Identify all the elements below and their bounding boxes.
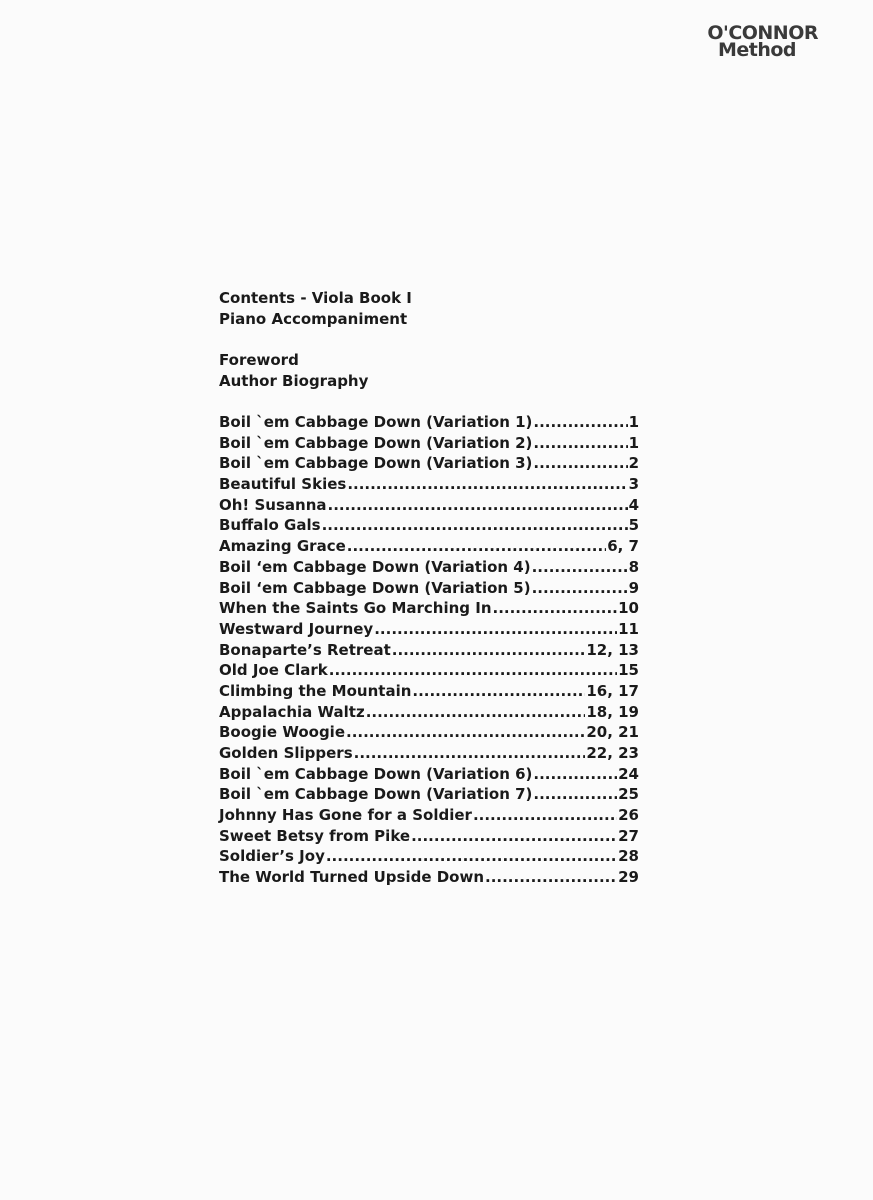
dot-leader bbox=[485, 867, 617, 888]
contents-entry bbox=[219, 805, 639, 826]
entry-page-number: 8 bbox=[628, 557, 639, 576]
entry-page-number: 9 bbox=[628, 578, 639, 597]
front-matter-item-foreword: Foreword bbox=[219, 351, 299, 369]
contents-entry bbox=[219, 846, 639, 867]
contents-entry bbox=[219, 578, 639, 599]
entry-title: Climbing the Mountain bbox=[219, 681, 412, 700]
entry-title: Boil `em Cabbage Down (Variation 1) bbox=[219, 413, 533, 431]
contents-entry bbox=[219, 433, 639, 454]
dot-leader bbox=[328, 495, 628, 516]
contents-heading bbox=[219, 288, 639, 330]
entry-page-number: 10 bbox=[618, 599, 639, 618]
dot-leader bbox=[347, 536, 606, 557]
entry-title: Amazing Grace bbox=[219, 537, 346, 556]
contents-entry bbox=[219, 598, 639, 619]
entry-page-number: 25 bbox=[618, 785, 639, 804]
entry-page-number: 11 bbox=[618, 619, 639, 638]
dot-leader bbox=[374, 619, 617, 640]
entry-title: Sweet Betsy from Pike bbox=[219, 826, 411, 845]
entry-page-number: 26 bbox=[618, 806, 639, 825]
oconnor-method-logo bbox=[678, 24, 818, 60]
contents-entry bbox=[219, 412, 639, 433]
entry-page-number: 12, 13 bbox=[586, 640, 639, 659]
entry-title: Johnny Has Gone for a Soldier bbox=[219, 806, 472, 825]
front-matter-item-author-biography: Author Biography bbox=[219, 372, 369, 390]
contents-entry bbox=[219, 515, 639, 536]
entry-title: Boil ‘em Cabbage Down (Variation 5) bbox=[219, 578, 531, 597]
dot-leader bbox=[411, 826, 617, 847]
entry-title: Boil `em Cabbage Down (Variation 6) bbox=[219, 764, 533, 783]
entry-page-number: 5 bbox=[628, 516, 639, 535]
entry-page-number: 1 bbox=[628, 433, 639, 452]
dot-leader bbox=[533, 412, 627, 433]
dot-leader bbox=[493, 598, 618, 619]
logo-line-1: O'CONNOR bbox=[707, 22, 818, 44]
entry-title: The World Turned Upside Down bbox=[219, 868, 485, 887]
entry-title: Buffalo Gals bbox=[219, 516, 321, 535]
contents-entry bbox=[219, 681, 639, 702]
contents-entry bbox=[219, 640, 639, 661]
entry-title: Bonaparte’s Retreat bbox=[219, 640, 391, 659]
dot-leader bbox=[347, 474, 627, 495]
entry-page-number: 3 bbox=[628, 475, 639, 494]
contents-entry bbox=[219, 702, 639, 723]
entry-title: Soldier’s Joy bbox=[219, 847, 325, 866]
contents-entry bbox=[219, 764, 639, 785]
entry-title: Appalachia Waltz bbox=[219, 702, 365, 721]
entry-page-number: 22, 23 bbox=[586, 744, 639, 762]
front-matter bbox=[219, 350, 639, 392]
contents-subtitle: Piano Accompaniment bbox=[219, 310, 408, 328]
dot-leader bbox=[392, 640, 586, 661]
dot-leader bbox=[346, 722, 585, 743]
entry-page-number: 16, 17 bbox=[586, 681, 639, 700]
entry-title: Old Joe Clark bbox=[219, 661, 328, 680]
logo-line-2: Method bbox=[717, 39, 796, 61]
contents-entry bbox=[219, 619, 639, 640]
contents-entry bbox=[219, 722, 639, 743]
dot-leader bbox=[533, 453, 627, 474]
entry-title: Boogie Woogie bbox=[219, 723, 345, 742]
entry-title: Golden Slippers bbox=[219, 744, 353, 762]
entry-title: Beautiful Skies bbox=[219, 475, 347, 494]
entry-title: Oh! Susanna bbox=[219, 495, 327, 514]
entry-title: Boil `em Cabbage Down (Variation 7) bbox=[219, 785, 533, 804]
entry-page-number: 6, 7 bbox=[607, 537, 639, 556]
contents-entry bbox=[219, 453, 639, 474]
entry-page-number: 2 bbox=[628, 454, 639, 473]
entry-page-number: 20, 21 bbox=[586, 723, 639, 742]
dot-leader bbox=[532, 557, 628, 578]
entry-page-number: 24 bbox=[618, 764, 639, 783]
dot-leader bbox=[533, 764, 617, 785]
contents-entry bbox=[219, 536, 639, 557]
dot-leader bbox=[532, 578, 628, 599]
dot-leader bbox=[366, 702, 586, 723]
contents-entry bbox=[219, 784, 639, 805]
table-of-contents bbox=[219, 288, 639, 888]
dot-leader bbox=[412, 681, 585, 702]
entry-title: Westward Journey bbox=[219, 619, 374, 638]
entry-title: When the Saints Go Marching In bbox=[219, 599, 492, 618]
contents-entry bbox=[219, 826, 639, 847]
entry-page-number: 27 bbox=[618, 826, 639, 845]
contents-entry bbox=[219, 743, 639, 764]
entry-page-number: 29 bbox=[618, 868, 639, 887]
entry-page-number: 18, 19 bbox=[586, 702, 639, 721]
dot-leader bbox=[533, 784, 617, 805]
dot-leader bbox=[533, 433, 627, 454]
dot-leader bbox=[329, 660, 617, 681]
entry-title: Boil `em Cabbage Down (Variation 3) bbox=[219, 454, 533, 473]
contents-entry bbox=[219, 474, 639, 495]
contents-entry bbox=[219, 557, 639, 578]
contents-entries bbox=[219, 412, 639, 888]
dot-leader bbox=[354, 743, 586, 764]
contents-entry bbox=[219, 660, 639, 681]
contents-entry bbox=[219, 867, 639, 888]
entry-page-number: 4 bbox=[628, 495, 639, 514]
contents-title: Contents - Viola Book I bbox=[219, 289, 412, 307]
contents-entry bbox=[219, 495, 639, 516]
entry-page-number: 15 bbox=[618, 661, 639, 680]
entry-title: Boil `em Cabbage Down (Variation 2) bbox=[219, 433, 533, 452]
dot-leader bbox=[473, 805, 617, 826]
entry-page-number: 28 bbox=[618, 847, 639, 866]
entry-title: Boil ‘em Cabbage Down (Variation 4) bbox=[219, 557, 531, 576]
entry-page-number: 1 bbox=[628, 413, 639, 431]
dot-leader bbox=[326, 846, 617, 867]
dot-leader bbox=[322, 515, 628, 536]
